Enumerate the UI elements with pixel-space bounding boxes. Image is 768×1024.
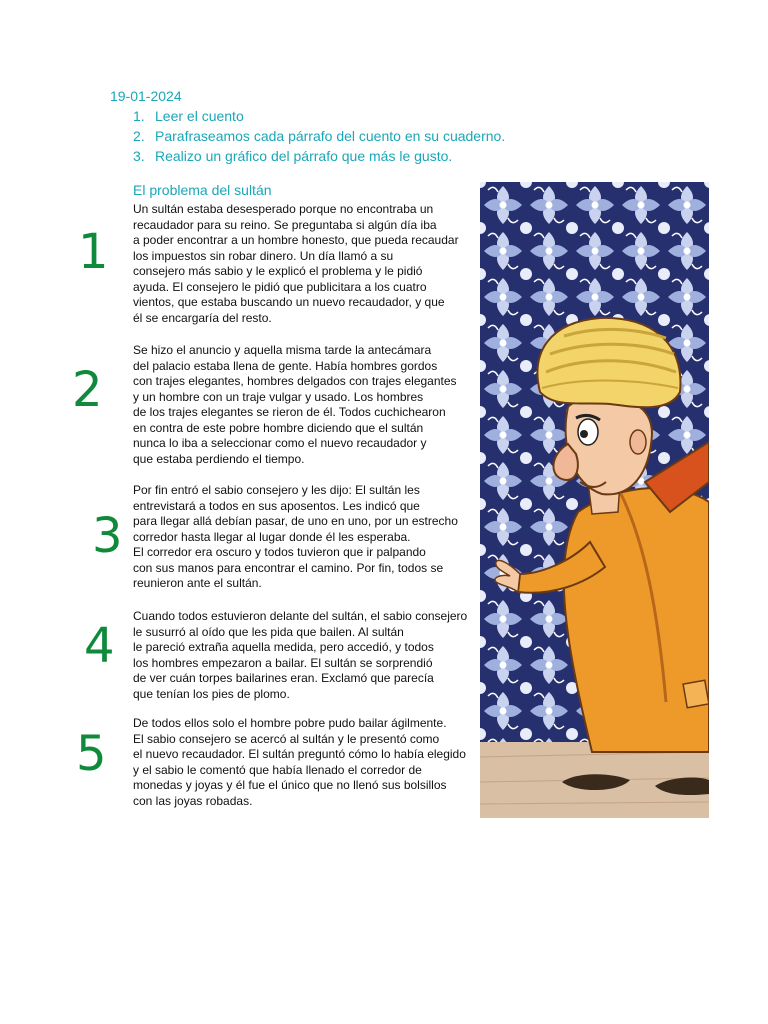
text-line: de los trajes elegantes se rieron de él. Todos cuchichearon	[133, 405, 446, 419]
text-line: que estaba perdiendo el tiempo.	[133, 451, 305, 466]
man-in-turban-illustration	[480, 182, 709, 818]
text-line: Por fin entró el sabio consejero y les dijo: El sultán les	[133, 483, 420, 497]
paragraph-number-4: 4	[84, 618, 115, 674]
story-paragraph-3	[133, 483, 478, 592]
text-line: le susurró al oído que les pida que bailen. Al sultán	[133, 624, 404, 639]
story-title: El problema del sultán	[133, 182, 272, 198]
text-line: los impuestos sin robar dinero. Un día llamó a su	[133, 248, 394, 263]
text-line: corredor hasta llegar al lugar donde él les esperaba.	[133, 529, 411, 544]
task-item	[133, 126, 505, 146]
task-number: 1.	[133, 108, 145, 124]
text-line: Cuando todos estuvieron delante del sultán, el sabio consejero	[133, 609, 468, 623]
text-line: De todos ellos solo el hombre pobre pudo bailar ágilmente.	[133, 716, 447, 730]
text-line: que tenían los pies de plomo.	[133, 686, 290, 701]
text-line: El sabio consejero se acercó al sultán y le presentó como	[133, 731, 440, 746]
text-line: con sus manos para encontrar el camino. Por fin, todos se	[133, 560, 444, 575]
text-line: le pareció extraña aquella medida, pero accedió, y todos	[133, 640, 434, 654]
text-line: vientos, que estaba buscando un nuevo recaudador, y que	[133, 295, 445, 309]
task-number: 3.	[133, 148, 145, 164]
task-text: Leer el cuento	[155, 108, 244, 124]
text-line: a poder encontrar a un hombre honesto, que pueda recaudar	[133, 233, 459, 247]
text-line: recaudador para su reino. Se preguntaba si algún día iba	[133, 217, 437, 232]
task-item	[133, 106, 505, 126]
text-line: él se encargaría del resto.	[133, 310, 272, 325]
story-paragraph-1	[133, 202, 478, 326]
text-line: consejero más sabio y le explicó el problema y le pidió	[133, 264, 423, 278]
text-line: de ver cuán torpes bailarines eran. Exclamó que parecía	[133, 671, 434, 685]
paragraph-number-2: 2	[72, 362, 103, 418]
text-line: Se hizo el anuncio y aquella misma tarde la antecámara	[133, 343, 432, 357]
task-item	[133, 146, 505, 166]
story-paragraph-2	[133, 343, 478, 467]
text-line: con las joyas robadas.	[133, 793, 253, 808]
paragraph-number-3: 3	[92, 508, 123, 564]
task-text: Parafraseamos cada párrafo del cuento en su cuaderno.	[155, 128, 506, 144]
text-line: el nuevo recaudador. El sultán preguntó cómo lo había elegido	[133, 747, 466, 761]
text-line: y el sabio le comentó que había llenado el corredor de	[133, 762, 422, 777]
text-line: del palacio estaba llena de gente. Había hombres gordos	[133, 358, 438, 373]
task-number: 2.	[133, 128, 145, 144]
text-line: y un hombre con un traje vulgar y usado. Los hombres	[133, 389, 424, 404]
text-line: los hombres empezaron a bailar. El sultán se sorprendió	[133, 655, 433, 670]
date-label: 19-01-2024	[110, 88, 182, 104]
text-line: El corredor era oscuro y todos tuvieron que ir palpando	[133, 545, 426, 559]
text-line: reunieron ante el sultán.	[133, 576, 262, 590]
text-line: entrevistará a todos en sus aposentos. Les indicó que	[133, 498, 420, 513]
text-line: monedas y joyas y él fue el único que no llenó sus bolsillos	[133, 778, 447, 792]
text-line: para llegar allá debían pasar, de uno en uno, por un estrecho	[133, 514, 458, 528]
task-list	[133, 106, 505, 166]
paragraph-number-1: 1	[78, 224, 109, 280]
text-line: Un sultán estaba desesperado porque no encontraba un	[133, 202, 434, 216]
text-line: en contra de este pobre hombre diciendo que el sultán	[133, 420, 424, 435]
text-line: nunca lo iba a seleccionar como el nuevo recaudador y	[133, 436, 427, 450]
text-line: con trajes elegantes, hombres delgados con trajes elegantes	[133, 374, 457, 388]
story-illustration	[480, 182, 709, 818]
story-paragraph-4	[133, 609, 478, 702]
story-paragraph-5	[133, 716, 478, 809]
paragraph-number-5: 5	[76, 726, 107, 782]
task-text: Realizo un gráfico del párrafo que más le gusto.	[155, 148, 453, 164]
text-line: ayuda. El consejero le pidió que publicitara a los cuatro	[133, 279, 427, 294]
